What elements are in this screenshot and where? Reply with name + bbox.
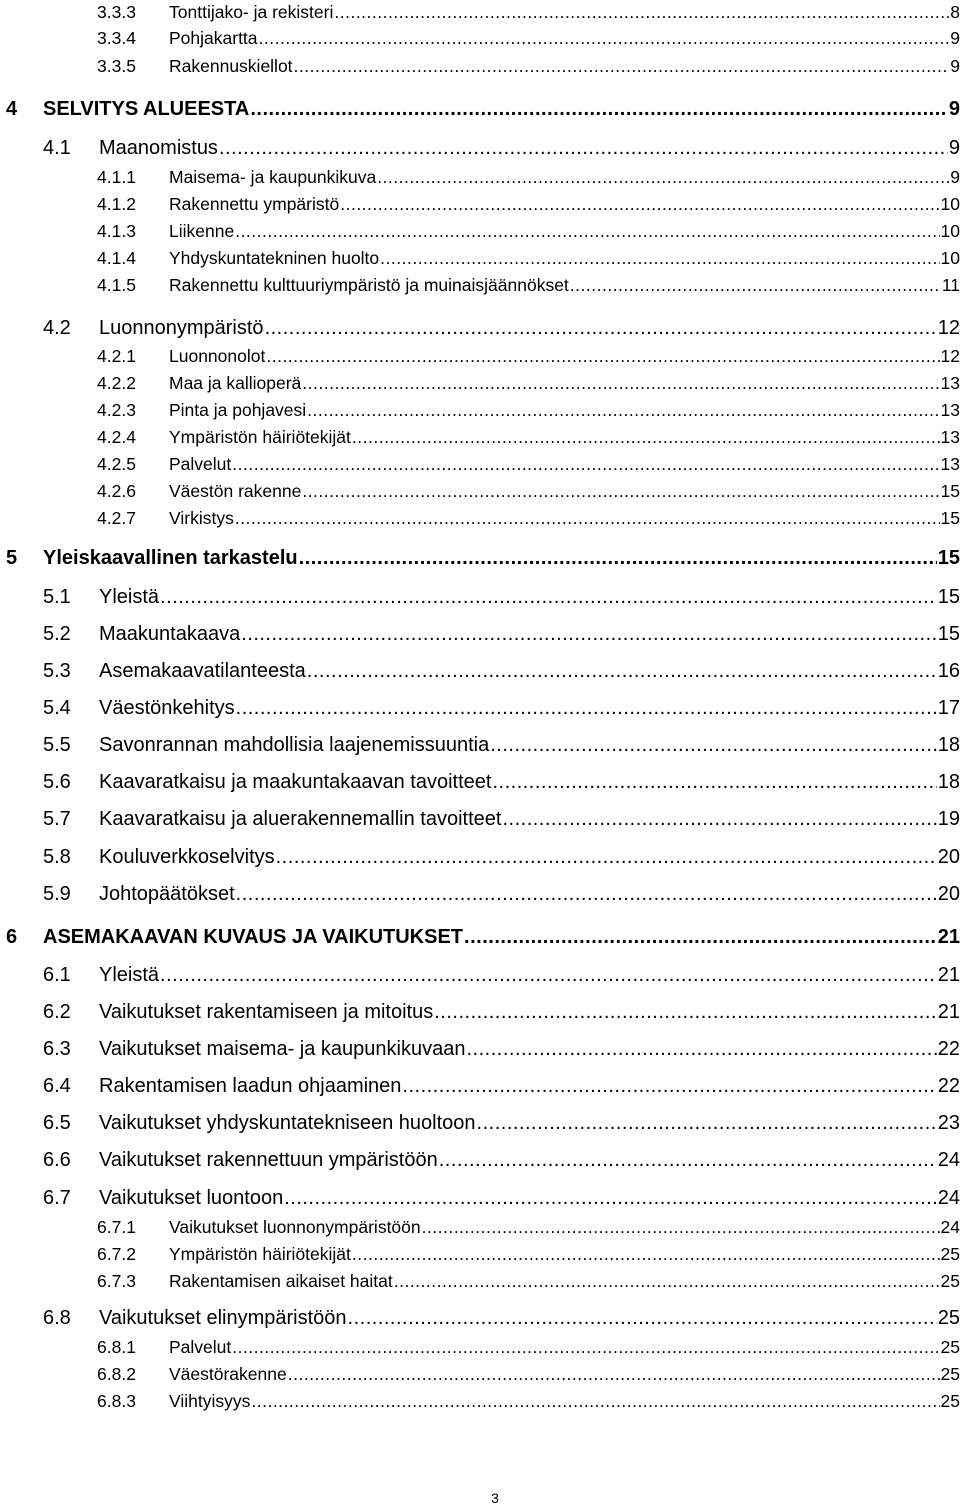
toc-entry-number: 4.2.7	[97, 508, 136, 528]
toc-entry-number: 5.5	[43, 734, 71, 756]
toc-entry[interactable]	[0, 734, 960, 762]
toc-entry-number: 6.8	[43, 1307, 71, 1329]
toc-entry-title: Maanomistus	[99, 137, 218, 159]
toc-entry-number: 4.1.1	[97, 167, 136, 187]
toc-entry-title: Kaavaratkaisu ja aluerakennemallin tavoitteet	[99, 808, 502, 830]
toc-entry[interactable]	[0, 1244, 960, 1272]
toc-entry-number: 5.4	[43, 697, 71, 719]
toc-entry-number: 5.7	[43, 808, 71, 830]
toc-leader-dots	[251, 1391, 939, 1412]
toc-entry-page: 13	[940, 454, 960, 474]
toc-entry[interactable]	[0, 346, 960, 374]
toc-entry-number: 6.7.2	[97, 1244, 136, 1264]
toc-entry-page: 9	[950, 167, 960, 187]
toc-entry-page: 12	[937, 317, 960, 339]
toc-entry-page: 10	[940, 248, 960, 268]
toc-entry-number: 3.3.5	[97, 56, 136, 76]
toc-entry-title: Kouluverkkoselvitys	[99, 846, 275, 868]
toc-entry-page: 18	[937, 771, 960, 793]
toc-entry[interactable]	[0, 275, 960, 303]
toc-entry-page: 25	[940, 1244, 960, 1264]
toc-entry-page: 8	[950, 2, 960, 22]
toc-leader-dots	[236, 697, 937, 720]
toc-leader-dots	[265, 317, 937, 340]
toc-leader-dots	[241, 623, 937, 646]
toc-entry-page: 18	[937, 734, 960, 756]
toc-entry-number: 5.2	[43, 623, 71, 645]
toc-entry-number: 4.2.3	[97, 400, 136, 420]
toc-leader-dots	[490, 734, 937, 757]
toc-entry-title: Vaikutukset luonnonympäristöön	[169, 1217, 421, 1237]
toc-entry[interactable]	[0, 98, 960, 126]
toc-entry[interactable]	[0, 808, 960, 836]
toc-entry-title: Asemakaavatilanteesta	[99, 660, 306, 682]
toc-entry[interactable]	[0, 1307, 960, 1335]
toc-entry-title: Väestörakenne	[169, 1364, 287, 1384]
toc-entry-number: 4.1.4	[97, 248, 136, 268]
toc-entry-number: 4.2.4	[97, 427, 136, 447]
toc-entry-title: Rakentamisen laadun ohjaaminen	[99, 1075, 402, 1097]
toc-entry[interactable]	[0, 373, 960, 401]
toc-entry-title: Palvelut	[169, 1337, 232, 1357]
toc-entry-title: Rakennuskiellot	[169, 56, 293, 76]
toc-entry[interactable]	[0, 1337, 960, 1365]
toc-entry-number: 4.2	[43, 317, 71, 339]
toc-entry[interactable]	[0, 454, 960, 482]
toc-entry-page: 15	[937, 547, 960, 569]
toc-leader-dots	[276, 846, 937, 869]
toc-entry-page: 15	[940, 481, 960, 501]
toc-entry-page: 21	[937, 926, 960, 948]
toc-entry-page: 19	[937, 808, 960, 830]
toc-entry-number: 5.9	[43, 883, 71, 905]
toc-entry[interactable]	[0, 317, 960, 345]
toc-leader-dots	[219, 137, 948, 160]
toc-leader-dots	[294, 56, 950, 77]
toc-entry-number: 5.1	[43, 586, 71, 608]
toc-entry-title: Rakentamisen aikaiset haitat	[169, 1271, 393, 1291]
toc-entry-title: Luonnonolot	[169, 346, 266, 366]
toc-entry-number: 6.4	[43, 1075, 71, 1097]
toc-entry-title: Maisema- ja kaupunkikuva	[169, 167, 377, 187]
toc-entry-title: Väestönkehitys	[99, 697, 235, 719]
toc-entry[interactable]	[0, 1364, 960, 1392]
toc-entry-number: 6.3	[43, 1038, 71, 1060]
toc-entry-title: Rakennettu kulttuuriympäristö ja muinaisjäännökset	[169, 275, 569, 295]
toc-entry-number: 6.7.1	[97, 1217, 136, 1237]
toc-leader-dots	[439, 1149, 937, 1172]
toc-entry-page: 9	[948, 137, 960, 159]
toc-entry[interactable]	[0, 964, 960, 992]
toc-entry-number: 6.8.3	[97, 1391, 136, 1411]
toc-entry-page: 13	[940, 400, 960, 420]
toc-entry-title: Rakennettu ympäristö	[169, 194, 340, 214]
toc-entry-page: 25	[940, 1364, 960, 1384]
toc-entry[interactable]	[0, 2, 960, 30]
toc-entry-title: Vaikutukset yhdyskuntatekniseen huoltoon	[99, 1112, 476, 1134]
toc-entry-title: Maa ja kallioperä	[169, 373, 302, 393]
toc-entry-number: 4.2.5	[97, 454, 136, 474]
toc-entry-title: Pohjakartta	[169, 28, 258, 48]
toc-entry-title: Vaikutukset luontoon	[99, 1187, 284, 1209]
toc-entry-title: Savonrannan mahdollisia laajenemissuuntia	[99, 734, 490, 756]
toc-entry[interactable]	[0, 697, 960, 725]
toc-leader-dots	[232, 1337, 939, 1358]
toc-leader-dots	[464, 926, 937, 949]
toc-entry-page: 10	[940, 194, 960, 214]
toc-entry-page: 16	[937, 660, 960, 682]
toc-entry-page: 24	[940, 1217, 960, 1237]
toc-entry-title: Ympäristön häiriötekijät	[169, 1244, 351, 1264]
toc-entry[interactable]	[0, 926, 960, 954]
toc-entry-title: SELVITYS ALUEESTA	[43, 98, 250, 120]
toc-entry-page: 15	[940, 508, 960, 528]
toc-entry-number: 4.2.1	[97, 346, 136, 366]
toc-leader-dots	[299, 547, 937, 570]
toc-leader-dots	[348, 1307, 937, 1330]
toc-entry-title: Johtopäätökset	[99, 883, 235, 905]
toc-entry-title: Viihtyisyys	[169, 1391, 251, 1411]
toc-entry-page: 21	[937, 1001, 960, 1023]
toc-leader-dots	[307, 660, 937, 683]
toc-leader-dots	[235, 221, 939, 242]
toc-leader-dots	[394, 1271, 940, 1292]
toc-entry[interactable]	[0, 1075, 960, 1103]
toc-entry-number: 4.1.3	[97, 221, 136, 241]
toc-entry[interactable]	[0, 660, 960, 688]
toc-leader-dots	[570, 275, 941, 296]
toc-entry[interactable]	[0, 1391, 960, 1419]
toc-entry-title: Vaikutukset rakennettuun ympäristöön	[99, 1149, 438, 1171]
toc-entry-number: 3.3.3	[97, 2, 136, 22]
toc-leader-dots	[422, 1217, 940, 1238]
toc-entry[interactable]	[0, 28, 960, 56]
toc-leader-dots	[259, 28, 950, 49]
toc-entry[interactable]	[0, 481, 960, 509]
toc-entry-page: 20	[937, 883, 960, 905]
toc-entry-number: 6	[6, 926, 18, 948]
toc-leader-dots	[266, 346, 939, 367]
toc-entry[interactable]	[0, 1271, 960, 1299]
toc-entry-title: Yleistä	[99, 586, 160, 608]
toc-entry[interactable]	[0, 883, 960, 911]
toc-entry-page: 13	[940, 373, 960, 393]
toc-entry-number: 5.8	[43, 846, 71, 868]
toc-entry-page: 15	[937, 586, 960, 608]
toc-entry-number: 5.6	[43, 771, 71, 793]
toc-leader-dots	[402, 1075, 936, 1098]
toc-leader-dots	[302, 481, 939, 502]
toc-entry[interactable]	[0, 623, 960, 651]
toc-entry[interactable]	[0, 427, 960, 455]
toc-entry-title: Vaikutukset maisema- ja kaupunkikuvaan	[99, 1038, 466, 1060]
toc-entry-number: 6.8.1	[97, 1337, 136, 1357]
toc-leader-dots	[232, 454, 939, 475]
toc-entry-number: 6.7.3	[97, 1271, 136, 1291]
toc-entry[interactable]	[0, 1217, 960, 1245]
toc-leader-dots	[352, 1244, 940, 1265]
toc-entry-title: Pinta ja pohjavesi	[169, 400, 307, 420]
toc-entry-page: 21	[937, 964, 960, 986]
toc-entry-title: Ympäristön häiriötekijät	[169, 427, 351, 447]
toc-leader-dots	[434, 1001, 937, 1024]
toc-entry[interactable]	[0, 1149, 960, 1177]
toc-entry-number: 6.8.2	[97, 1364, 136, 1384]
toc-entry-page: 9	[948, 98, 960, 120]
toc-entry-title: Väestön rakenne	[169, 481, 302, 501]
toc-entry-title: Yleiskaavallinen tarkastelu	[43, 547, 298, 569]
toc-entry-page: 10	[940, 221, 960, 241]
toc-entry-page: 12	[940, 346, 960, 366]
toc-entry-number: 6.2	[43, 1001, 71, 1023]
toc-entry[interactable]	[0, 1038, 960, 1066]
toc-entry-title: Maakuntakaava	[99, 623, 241, 645]
toc-entry-number: 5.3	[43, 660, 71, 682]
toc-leader-dots	[302, 373, 939, 394]
toc-leader-dots	[235, 508, 940, 529]
toc-entry-page: 9	[950, 28, 960, 48]
toc-entry-number: 4.1.5	[97, 275, 136, 295]
toc-entry-page: 25	[940, 1271, 960, 1291]
toc-entry-page: 25	[940, 1337, 960, 1357]
toc-leader-dots	[492, 771, 936, 794]
toc-entry-title: Tonttijako- ja rekisteri	[169, 2, 334, 22]
toc-leader-dots	[334, 2, 949, 23]
toc-entry-title: Vaikutukset rakentamiseen ja mitoitus	[99, 1001, 434, 1023]
toc-entry-title: Virkistys	[169, 508, 234, 528]
toc-entry[interactable]	[0, 56, 960, 84]
toc-entry-number: 4.2.6	[97, 481, 136, 501]
toc-leader-dots	[502, 808, 936, 831]
toc-entry-number: 6.5	[43, 1112, 71, 1134]
toc-leader-dots	[380, 248, 939, 269]
toc-entry-title: Liikenne	[169, 221, 235, 241]
toc-leader-dots	[250, 98, 948, 121]
toc-entry-number: 6.7	[43, 1187, 71, 1209]
toc-entry[interactable]	[0, 1112, 960, 1140]
toc-entry-number: 4	[6, 98, 18, 120]
toc-leader-dots	[307, 400, 939, 421]
toc-entry[interactable]	[0, 194, 960, 222]
toc-entry-title: Vaikutukset elinympäristöön	[99, 1307, 347, 1329]
toc-leader-dots	[377, 167, 949, 188]
toc-entry-number: 4.2.2	[97, 373, 136, 393]
toc-entry-page: 22	[937, 1038, 960, 1060]
toc-leader-dots	[236, 883, 937, 906]
toc-leader-dots	[466, 1038, 936, 1061]
toc-entry[interactable]	[0, 586, 960, 614]
toc-entry[interactable]	[0, 137, 960, 165]
toc-leader-dots	[340, 194, 939, 215]
toc-entry[interactable]	[0, 400, 960, 428]
toc-entry[interactable]	[0, 248, 960, 276]
toc-entry-title: Luonnonympäristö	[99, 317, 264, 339]
toc-leader-dots	[160, 964, 937, 987]
toc-leader-dots	[352, 427, 940, 448]
toc-entry[interactable]	[0, 167, 960, 195]
toc-entry-page: 15	[937, 623, 960, 645]
toc-entry-page: 25	[937, 1307, 960, 1329]
toc-leader-dots	[288, 1364, 940, 1385]
toc-leader-dots	[160, 586, 937, 609]
toc-entry[interactable]	[0, 221, 960, 249]
toc-entry-title: Palvelut	[169, 454, 232, 474]
toc-entry[interactable]	[0, 771, 960, 799]
toc-entry-page: 24	[937, 1149, 960, 1171]
page-number: 3	[491, 1490, 499, 1506]
toc-entry[interactable]	[0, 846, 960, 874]
toc-entry[interactable]	[0, 508, 960, 536]
toc-entry-number: 3.3.4	[97, 28, 136, 48]
toc-entry-page: 23	[937, 1112, 960, 1134]
toc-entry-page: 25	[940, 1391, 960, 1411]
toc-entry[interactable]	[0, 547, 960, 575]
toc-entry-number: 6.1	[43, 964, 71, 986]
toc-entry-page: 13	[940, 427, 960, 447]
toc-entry-page: 9	[950, 56, 960, 76]
toc-entry-page: 11	[941, 275, 960, 295]
toc-entry-number: 4.1	[43, 137, 71, 159]
toc-entry-number: 5	[6, 547, 18, 569]
toc-leader-dots	[477, 1112, 937, 1135]
toc-entry-page: 24	[937, 1187, 960, 1209]
toc-entry-page: 22	[937, 1075, 960, 1097]
toc-entry-title: Kaavaratkaisu ja maakuntakaavan tavoitteet	[99, 771, 492, 793]
toc-entry-page: 20	[937, 846, 960, 868]
toc-entry[interactable]	[0, 1001, 960, 1029]
toc-entry-title: ASEMAKAAVAN KUVAUS JA VAIKUTUKSET	[43, 926, 464, 948]
toc-entry-number: 4.1.2	[97, 194, 136, 214]
toc-entry-number: 6.6	[43, 1149, 71, 1171]
toc-entry-title: Yhdyskuntatekninen huolto	[169, 248, 380, 268]
toc-entry-title: Yleistä	[99, 964, 160, 986]
toc-entry-page: 17	[937, 697, 960, 719]
toc-entry[interactable]	[0, 1187, 960, 1215]
toc-leader-dots	[284, 1187, 937, 1210]
